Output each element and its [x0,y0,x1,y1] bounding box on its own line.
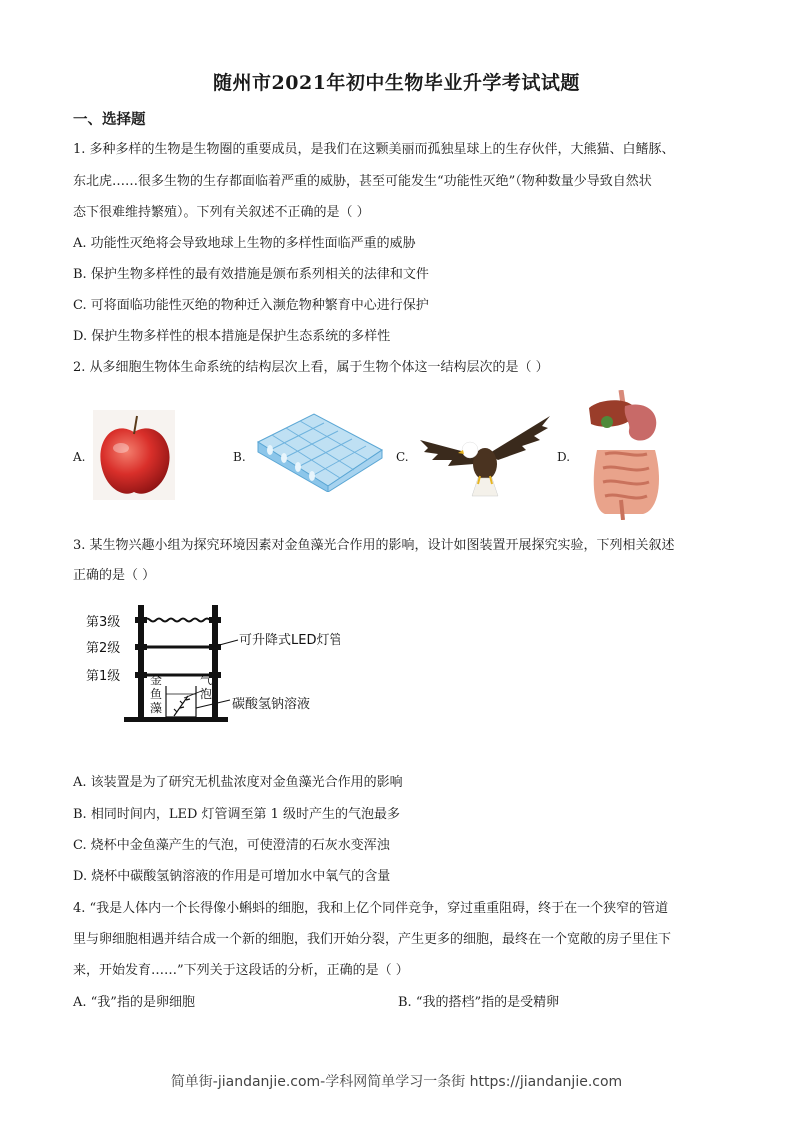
experiment-apparatus-figure [80,600,340,726]
q3-stem-line-1: 3. 某生物兴趣小组为探究环境因素对金鱼藻光合作用的影响，设计如图装置开展探究实验，下列相关叙述 [73,538,675,553]
page-title: 随州市2021年初中生物毕业升学考试试题 [213,72,580,94]
q2-option-d-label: D. [557,450,571,464]
level-1-label: 第1级 [86,669,121,684]
q1-option-b: B. 保护生物多样性的最有效措施是颁布系列相关的法律和文件 [73,267,429,282]
q4-option-b: B. “我的搭档”指的是受精卵 [398,995,560,1010]
q2-option-a-label: A. [73,450,86,464]
q4-stem-line-1: 4. “我是人体内一个长得像小蝌蚪的细胞，我和上亿个同伴竞争，穿过重重阻碍，终于在一个狭窄的管道 [73,901,669,916]
q3-option-d: D. 烧杯中碳酸氢钠溶液的作用是可增加水中氧气的含量 [73,869,391,884]
led-lamp-label: 可升降式LED灯管 [239,633,340,648]
level-3-label: 第3级 [86,615,121,630]
digestive-system-image [583,390,669,520]
bubble-label-char-2: 泡 [200,687,213,701]
q1-option-a: A. 功能性灭绝将会导致地球上生物的多样性面临严重的威胁 [73,236,416,251]
page-footer: 简单街-jiandanjie.com-学科网简单学习一条街 https://jiandanjie.com [170,1074,623,1090]
q3-option-b: B. 相同时间内，LED 灯管调至第 1 级时产生的气泡最多 [73,807,401,822]
plant-label-char-2: 鱼 [150,687,163,701]
q4-stem-line-3: 来，开始发育……”下列关于这段话的分析，正确的是（ ） [73,963,409,978]
q4-option-a: A. “我”指的是卵细胞 [73,995,195,1010]
plant-label-char-3: 藻 [150,701,163,715]
level-2-label: 第2级 [86,641,121,656]
q1-option-c: C. 可将面临功能性灭绝的物种迁入濒危物种繁育中心进行保护 [73,298,429,313]
solution-label: 碳酸氢钠溶液 [232,697,311,712]
plant-label-char-1: 金 [150,673,163,687]
q2-stem: 2. 从多细胞生物体生命系统的结构层次上看，属于生物个体这一结构层次的是（ ） [73,360,549,375]
cell-tissue-image [256,412,384,492]
q1-stem-line-2: 东北虎……很多生物的生存都面临着严重的威胁，甚至可能发生“功能性灭绝”（物种数量少导致自然状 [73,174,652,189]
eagle-image [418,414,552,498]
q4-stem-line-2: 里与卵细胞相遇并结合成一个新的细胞，我们开始分裂，产生更多的细胞，最终在一个宽敞的房子里住下 [73,932,672,947]
q3-stem-line-2: 正确的是（ ） [73,568,156,583]
q2-option-c-label: C. [396,450,409,464]
bubble-label-char-1: 气 [200,673,213,687]
q3-option-a: A. 该装置是为了研究无机盐浓度对金鱼藻光合作用的影响 [73,775,403,790]
q2-option-b-label: B. [233,450,246,464]
apple-image [93,410,175,500]
q1-stem-line-1: 1. 多种多样的生物是生物圈的重要成员，是我们在这颗美丽而孤独星球上的生存伙伴，大熊猫、白鳍豚、 [73,142,675,157]
q1-stem-line-3: 态下很难维持繁殖）。下列有关叙述不正确的是（ ） [73,205,370,220]
q3-option-c: C. 烧杯中金鱼藻产生的气泡，可使澄清的石灰水变浑浊 [73,838,390,853]
section-heading: 一、选择题 [73,111,146,128]
q1-option-d: D. 保护生物多样性的根本措施是保护生态系统的多样性 [73,329,391,344]
